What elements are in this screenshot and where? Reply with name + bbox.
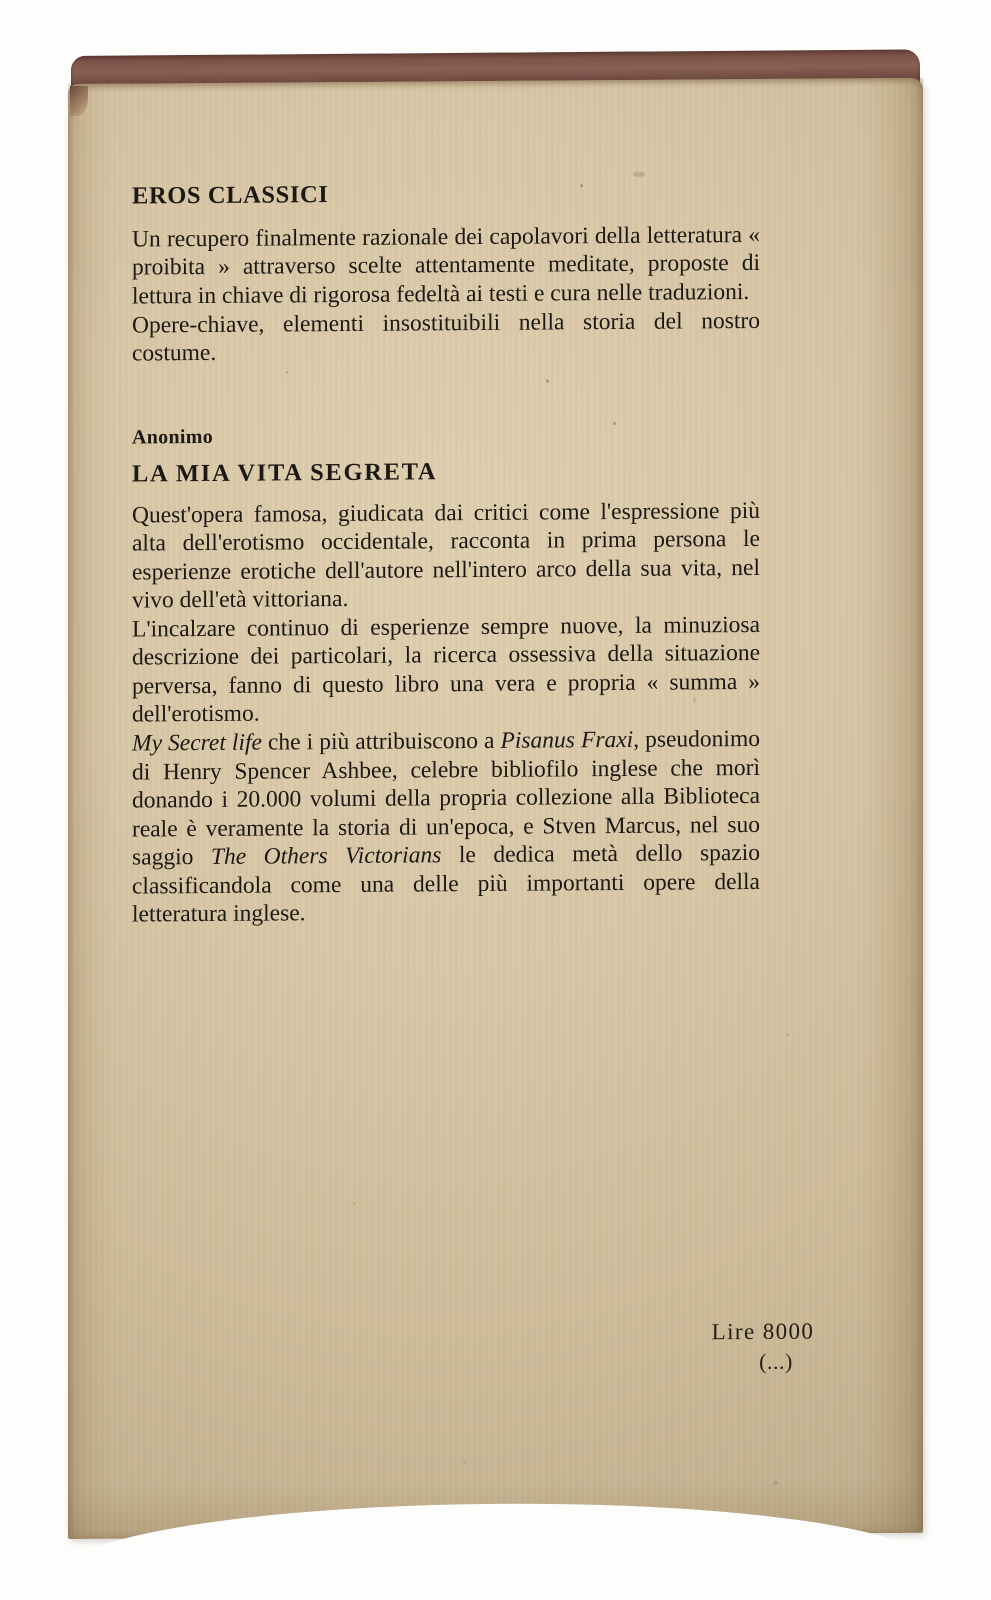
italic-title-my-secret-life: My Secret life [132, 729, 262, 757]
book-object [68, 56, 923, 1549]
corner-nick [70, 86, 88, 116]
cover-left-shading [68, 84, 114, 1539]
cover-right-shading [861, 78, 923, 1533]
price-label: Lire 8000 [711, 1318, 815, 1345]
description-3-part-4: , pseudonimo di Henry Spencer Ashbee, celebre bibliofilo inglese che morì donando i 20.000 volumi della propria collezione alla Biblioteca reale è veramente la storia di un'epoca, e Stven Marcus, nel suo saggio [132, 725, 760, 871]
series-title: EROS CLASSICI [132, 181, 329, 210]
description-paragraph-2: L'incalzare continuo di esperienze sempre nuove, la minuziosa descrizione dei particolari, la ricerca ossessiva della situazione perversa, fanno di questo libro una vera e propria « summa » dell'erotismo. [132, 611, 760, 728]
italic-title-the-others-victorians: The Others Victorians [210, 842, 442, 871]
book-title: LA MIA VITA SEGRETA [132, 457, 438, 488]
italic-name-pisanus-fraxi: Pisanus Fraxi [500, 726, 634, 754]
book-back-cover-panel [68, 78, 923, 1539]
paper-speck [633, 172, 645, 177]
author-name: Anonimo [132, 425, 214, 449]
description-paragraph-1: Quest'opera famosa, giudicata dai critici come l'espressione più alta dell'erotismo occidentale, racconta in prima persona le esperienze erotiche dell'autore nell'intero arco della sua vita, nel vivo dell'età vittoriana. [132, 497, 760, 614]
description-3-part-2: che i più attribuiscono a [261, 727, 501, 756]
price-note: (...) [759, 1349, 793, 1375]
paper-speck [463, 1461, 466, 1464]
paper-speck [786, 1034, 789, 1037]
description-paragraph-3 [132, 725, 760, 929]
paper-speck [353, 1202, 356, 1205]
series-blurb-paragraph-2: Opere-chiave, elementi insostituibili nella storia del nostro costume. [132, 307, 760, 367]
price-block [668, 1318, 858, 1375]
series-blurb-paragraph-1: Un recupero finalmente razionale dei capolavori della letteratura « proibita » attraverso scelte attentamente meditate, proposte di lettura in chiave di rigorosa fedeltà ai testi e cura nelle traduzioni. [132, 221, 760, 310]
paper-speck [774, 1481, 778, 1485]
section-spacer [132, 364, 760, 427]
cover-text-block [132, 179, 760, 929]
cover-bottom-shading [68, 1479, 923, 1539]
description-3-part-6: le dedica metà dello spazio classificandola come una delle più importanti opere della letteratura inglese. [132, 840, 760, 928]
